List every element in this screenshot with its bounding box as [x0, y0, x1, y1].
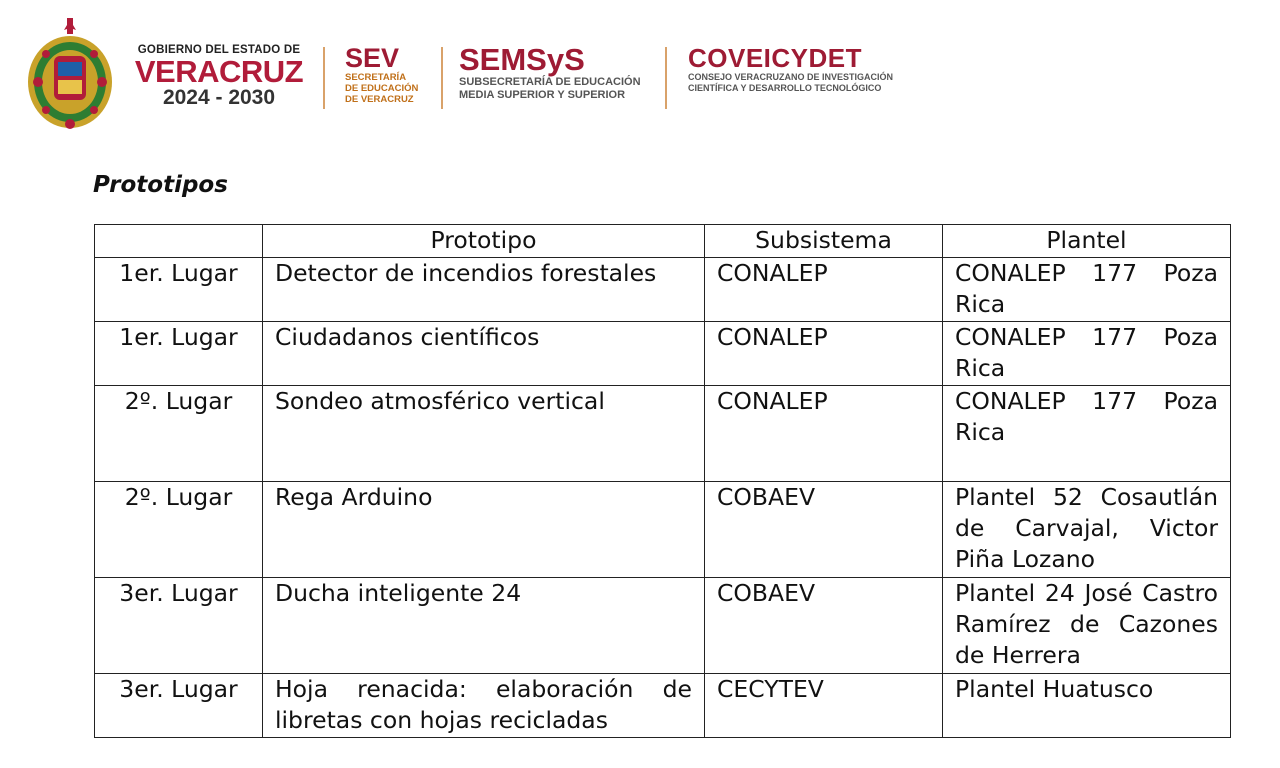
semsys-sub-2: MEDIA SUPERIOR Y SUPERIOR: [459, 89, 626, 101]
cell-subsystem: CONALEP: [705, 386, 943, 482]
semsys-title: SEMSyS: [459, 42, 585, 77]
cell-prototype: Rega Arduino: [263, 482, 705, 578]
sev-sub-2: DE EDUCACIÓN: [345, 83, 419, 94]
cell-prototype: Hoja renacida: elaboración de libretas con hojas recicladas: [263, 674, 705, 738]
gov-line-2: VERACRUZ: [134, 54, 304, 89]
cell-subsystem: CONALEP: [705, 322, 943, 386]
cell-prototype: Ducha inteligente 24: [263, 578, 705, 674]
table-row: [95, 258, 1231, 322]
cell-campus: Plantel 24 José Castro Ramírez de Cazones de Herrera: [943, 578, 1231, 674]
table-row: [95, 482, 1231, 578]
cell-campus: CONALEP 177 Poza Rica: [943, 258, 1231, 322]
cell-prototype: Ciudadanos científicos: [263, 322, 705, 386]
sev-title: SEV: [345, 43, 400, 73]
table-row: [95, 674, 1231, 738]
cell-campus: CONALEP 177 Poza Rica: [943, 386, 1231, 482]
header-subsystem: Subsistema: [705, 225, 943, 258]
cell-place: 1er. Lugar: [95, 322, 263, 386]
semsys-logo: [459, 44, 641, 102]
cell-place: 3er. Lugar: [95, 578, 263, 674]
cell-prototype: Sondeo atmosférico vertical: [263, 386, 705, 482]
cell-prototype: Detector de incendios forestales: [263, 258, 705, 322]
prototypes-table: [94, 224, 1231, 738]
table-header-row: [95, 225, 1231, 258]
veracruz-seal-icon: [24, 16, 116, 132]
cell-subsystem: COBAEV: [705, 578, 943, 674]
sev-sub-3: DE VERACRUZ: [345, 94, 414, 105]
cell-campus: CONALEP 177 Poza Rica: [943, 322, 1231, 386]
cove-sub-2: CIENTÍFICA Y DESARROLLO TECNOLÓGICO: [688, 83, 882, 93]
cell-subsystem: CECYTEV: [705, 674, 943, 738]
logo-divider: [441, 47, 443, 109]
header-campus: Plantel: [943, 225, 1231, 258]
cell-place: 1er. Lugar: [95, 258, 263, 322]
section-title: Prototipos: [93, 172, 228, 198]
gobierno-veracruz-logo: [134, 44, 304, 109]
gov-line-3: 2024 - 2030: [162, 86, 276, 109]
cell-subsystem: COBAEV: [705, 482, 943, 578]
cove-sub-1: CONSEJO VERACRUZANO DE INVESTIGACIÓN: [688, 72, 894, 82]
sev-logo: [345, 44, 418, 105]
cell-campus: Plantel Huatusco: [943, 674, 1231, 738]
table-row: [95, 578, 1231, 674]
gov-line-1: GOBIERNO DEL ESTADO DE: [137, 44, 301, 56]
table-row: [95, 386, 1231, 482]
cell-campus: Plantel 52 Cosautlán de Carvajal, Victor Piña Lozano: [943, 482, 1231, 578]
table-row: [95, 322, 1231, 386]
header-prototype: Prototipo: [263, 225, 705, 258]
header-place: [95, 225, 263, 258]
cell-place: 3er. Lugar: [95, 674, 263, 738]
logo-divider: [665, 47, 667, 109]
logo-divider: [323, 47, 325, 109]
cell-place: 2º. Lugar: [95, 386, 263, 482]
document-header: [0, 0, 1280, 140]
cell-subsystem: CONALEP: [705, 258, 943, 322]
cove-title: COVEICYDET: [688, 43, 863, 73]
semsys-sub-1: SUBSECRETARÍA DE EDUCACIÓN: [459, 76, 641, 88]
coveicydet-logo: [688, 44, 893, 94]
sev-sub-1: SECRETARÍA: [345, 72, 407, 83]
cell-place: 2º. Lugar: [95, 482, 263, 578]
